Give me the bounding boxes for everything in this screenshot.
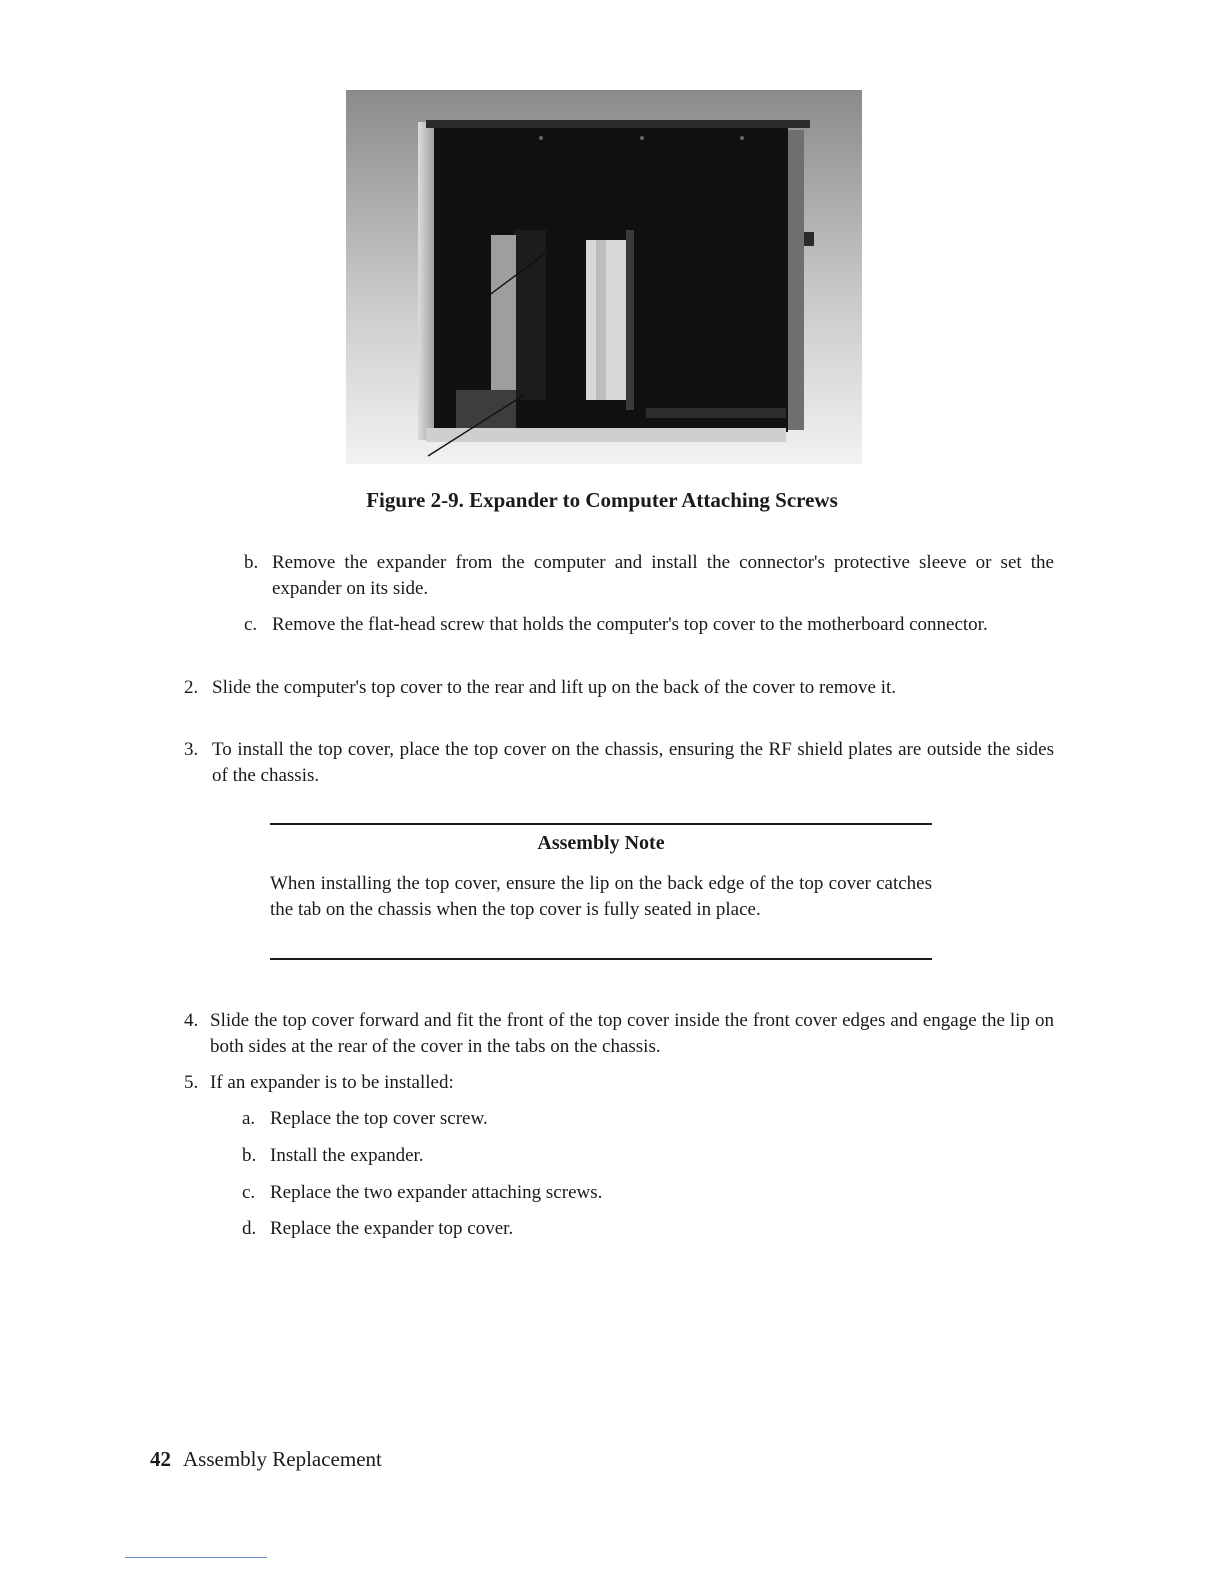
step-text: Replace the top cover screw. — [270, 1108, 488, 1129]
note-body: When installing the top cover, ensure the lip on the back edge of the top cover catches the tab on the chassis when the top cover is fully seated in place. — [270, 873, 932, 920]
step-text: Replace the two expander attaching screws. — [270, 1182, 603, 1203]
step-marker: c. — [244, 614, 258, 635]
step-text: Slide the top cover forward and fit the front of the top cover inside the front cover edges and engage the lip on both sides at the rear of the cover in the tabs on the chassis. — [210, 1010, 1054, 1057]
step-5d — [242, 1216, 1052, 1242]
note-bottom-rule — [270, 958, 932, 960]
step-marker: 5. — [184, 1072, 199, 1093]
step-text: Replace the expander top cover. — [270, 1218, 514, 1239]
step-marker: c. — [242, 1182, 256, 1203]
step-4 — [184, 1008, 1054, 1060]
page-footer — [150, 1447, 382, 1472]
step-text: Remove the flat-head screw that holds the computer's top cover to the motherboard connector. — [272, 614, 988, 635]
figure-photo — [346, 90, 862, 464]
step-b — [244, 550, 1054, 602]
step-marker: 4. — [184, 1010, 199, 1031]
note-top-rule — [270, 823, 932, 825]
step-5b — [242, 1143, 1052, 1169]
step-marker: 2. — [184, 677, 199, 698]
step-text: Slide the computer's top cover to the rear and lift up on the back of the cover to remove it. — [212, 677, 897, 698]
step-marker: b. — [244, 552, 259, 573]
step-text: Install the expander. — [270, 1145, 424, 1166]
step-5a — [242, 1106, 1052, 1132]
step-marker: 3. — [184, 739, 199, 760]
step-text: Remove the expander from the computer and install the connector's protective sleeve or set the expander on its side. — [272, 552, 1054, 599]
step-marker: b. — [242, 1145, 257, 1166]
step-2 — [184, 675, 1054, 701]
step-5 — [184, 1070, 1054, 1096]
bottom-divider — [125, 1557, 267, 1558]
step-marker: a. — [242, 1108, 256, 1129]
step-marker: d. — [242, 1218, 257, 1239]
step-c — [244, 612, 1054, 638]
step-3 — [184, 737, 1054, 789]
step-text: To install the top cover, place the top cover on the chassis, ensuring the RF shield plates are outside the sides of the chassis. — [212, 739, 1054, 786]
footer-section: Assembly Replacement — [183, 1447, 382, 1471]
step-5c — [242, 1180, 1052, 1206]
figure-caption: Figure 2-9. Expander to Computer Attaching Screws — [366, 488, 838, 512]
page-number: 42 — [150, 1447, 171, 1471]
note-title: Assembly Note — [537, 832, 665, 854]
step-text: If an expander is to be installed: — [210, 1072, 454, 1093]
